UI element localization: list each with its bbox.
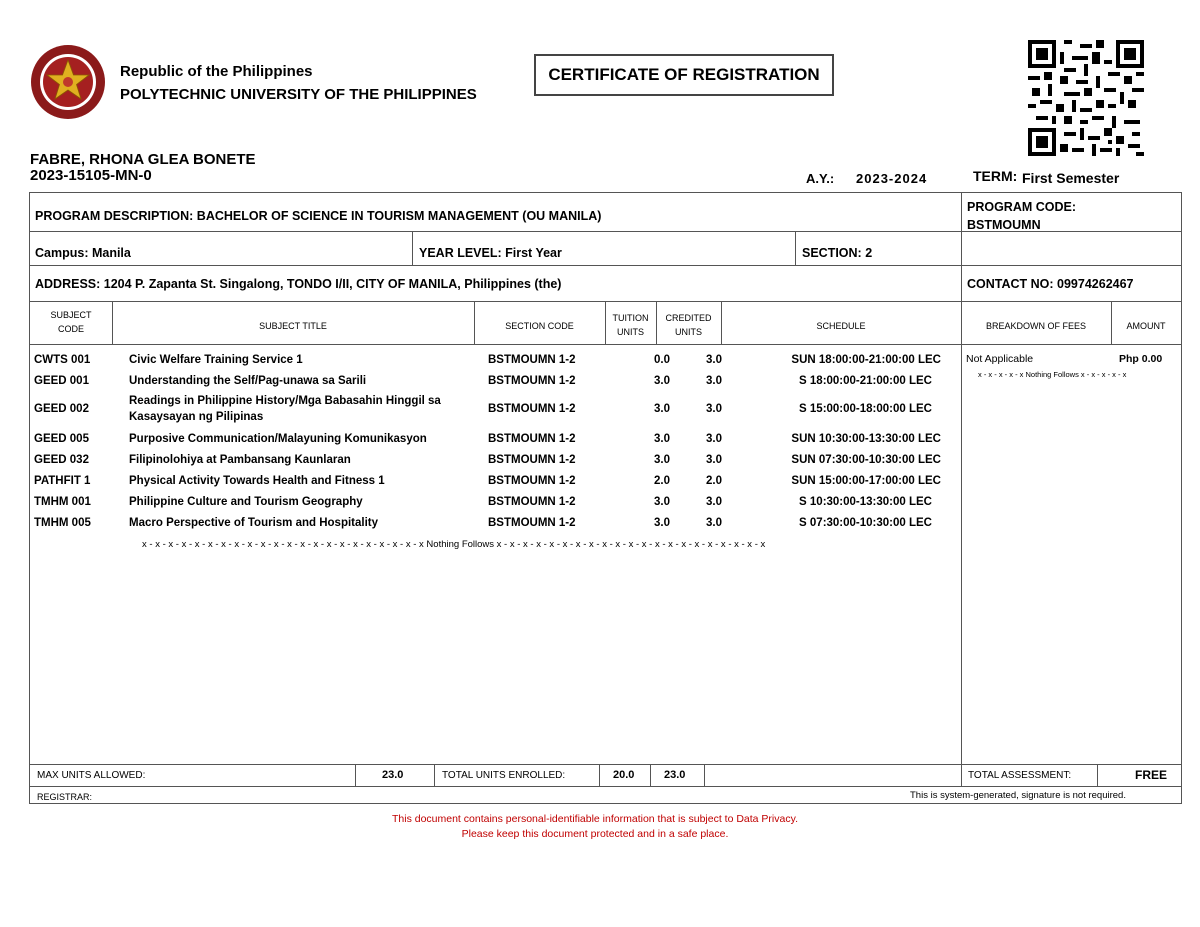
subject-code: TMHM 001 [34,496,91,508]
subject-title: Readings in Philippine History/Mga Babasahin Hinggil sa [129,395,441,407]
schedule: SUN 07:30:00-10:30:00 LEC [791,454,941,466]
campus: Campus: Manila [35,246,131,260]
subject-title: Understanding the Self/Pag-unawa sa Sarili [129,375,367,387]
tuition-units: 3.0 [654,517,670,529]
credited-units: 3.0 [706,354,722,366]
nothing-follows-fees: x - x - x - x - x Nothing Follows x - x - x - x - x [978,370,1127,379]
tuition-units: 2.0 [654,475,670,487]
subject-row [30,454,961,470]
total-tuition-units: 20.0 [613,769,635,781]
privacy-notice-line2: Please keep this document protected and in a safe place. [461,828,729,840]
term-value: First Semester [1022,170,1120,186]
credited-units: 2.0 [706,475,722,487]
subject-title: Macro Perspective of Tourism and Hospitality [129,517,379,529]
section-code: BSTMOUMN 1-2 [488,375,576,387]
subject-row [30,395,961,427]
subject-code: TMHM 005 [34,517,91,529]
tuition-units: 3.0 [654,496,670,508]
credited-units: 3.0 [706,375,722,387]
system-generated-note: This is system-generated, signature is not required. [910,790,1126,801]
schedule: SUN 15:00:00-17:00:00 LEC [791,475,941,487]
registrar-label: REGISTRAR: [37,792,93,802]
university-seal-logo [30,44,106,120]
credited-units: 3.0 [706,517,722,529]
section-code: BSTMOUMN 1-2 [488,454,576,466]
subject-title: Purposive Communication/Malayuning Komunikasyon [129,433,427,445]
subject-title: Civic Welfare Training Service 1 [129,354,303,366]
subject-title: Filipinolohiya at Pambansang Kaunlaran [129,454,351,466]
tuition-units: 3.0 [654,433,670,445]
program-description: PROGRAM DESCRIPTION: BACHELOR OF SCIENCE IN TOURISM MANAGEMENT (OU MANILA) [35,209,602,223]
subject-code: GEED 032 [34,454,89,466]
schedule: SUN 18:00:00-21:00:00 LEC [791,354,941,366]
student-number: 2023-15105-MN-0 [30,167,152,184]
col-section-code: SECTION CODE [505,321,574,331]
subject-row [30,475,961,491]
subject-title: Physical Activity Towards Health and Fitness 1 [129,475,385,487]
contact-number: CONTACT NO: 09974262467 [967,277,1134,291]
section-code: BSTMOUMN 1-2 [488,403,576,415]
total-credited-units: 23.0 [664,769,686,781]
fees-label: Not Applicable [966,353,1034,365]
subject-row [30,496,961,512]
section-code: BSTMOUMN 1-2 [488,517,576,529]
subject-row [30,375,961,391]
tuition-units: 3.0 [654,403,670,415]
credited-units: 3.0 [706,403,722,415]
qr-code-icon [1028,40,1144,156]
subject-code: PATHFIT 1 [34,475,91,487]
subject-row [30,354,961,370]
total-assessment-value: FREE [1135,768,1168,782]
subject-code: CWTS 001 [34,354,91,366]
section-code: BSTMOUMN 1-2 [488,496,576,508]
document-title: CERTIFICATE OF REGISTRATION [534,54,834,96]
program-code-label: PROGRAM CODE: [967,200,1077,214]
col-credited-units: CREDITED UNITS [665,313,712,337]
schedule: S 15:00:00-18:00:00 LEC [799,403,932,415]
col-subject-code: SUBJECT CODE [50,310,92,334]
nothing-follows-subjects: x - x - x - x - x - x - x - x - x - x - x - x - x - x - x - x - x - x - x - x - x - x Nothing Follows x - x - x - x - x - x - x - x - x - x - x - x - x - x - x - x - x - x - x - x - x [142,539,766,550]
col-amount: AMOUNT [1126,321,1166,331]
max-units-label: MAX UNITS ALLOWED: [37,770,146,781]
schedule: S 10:30:00-13:30:00 LEC [799,496,932,508]
address: ADDRESS: 1204 P. Zapanta St. Singalong, TONDO I/II, CITY OF MANILA, Philippines (the) [35,277,562,291]
fees-amount: Php 0.00 [1119,353,1163,365]
subject-title: Philippine Culture and Tourism Geography [129,496,363,508]
total-units-label: TOTAL UNITS ENROLLED: [442,770,566,781]
credited-units: 3.0 [706,433,722,445]
section-code: BSTMOUMN 1-2 [488,433,576,445]
student-name: FABRE, RHONA GLEA BONETE [30,151,256,168]
section-code: BSTMOUMN 1-2 [488,475,576,487]
tuition-units: 0.0 [654,354,670,366]
subject-row [30,517,961,533]
academic-year-label: A.Y.: [806,171,835,186]
section: SECTION: 2 [802,246,873,260]
subject-code: GEED 001 [34,375,89,387]
header-university: POLYTECHNIC UNIVERSITY OF THE PHILIPPINES [120,86,477,103]
schedule: S 07:30:00-10:30:00 LEC [799,517,932,529]
subject-row [30,433,961,449]
term-label: TERM: [973,168,1018,184]
tuition-units: 3.0 [654,454,670,466]
program-code-value: BSTMOUMN [967,218,1041,230]
section-code: BSTMOUMN 1-2 [488,354,576,366]
col-tuition-units: TUITION UNITS [612,313,649,337]
schedule: SUN 10:30:00-13:30:00 LEC [791,433,941,445]
col-subject-title: SUBJECT TITLE [259,321,327,331]
subject-code: GEED 002 [34,403,89,415]
year-level: YEAR LEVEL: First Year [419,246,562,260]
tuition-units: 3.0 [654,375,670,387]
max-units-value: 23.0 [382,769,404,781]
col-breakdown-of-fees: BREAKDOWN OF FEES [985,321,1086,331]
registration-table [29,192,1182,804]
privacy-notice-line1: This document contains personal-identifiable information that is subject to Data Privacy. [391,813,798,825]
subject-code: GEED 005 [34,433,89,445]
credited-units: 3.0 [706,454,722,466]
header-republic: Republic of the Philippines [120,63,313,80]
subject-title-line2: Kasaysayan ng Pilipinas [129,411,264,423]
col-schedule: SCHEDULE [816,321,866,331]
schedule: S 18:00:00-21:00:00 LEC [799,375,932,387]
credited-units: 3.0 [706,496,722,508]
academic-year-value: 2023-2024 [856,171,928,186]
total-assessment-label: TOTAL ASSESSMENT: [968,770,1072,781]
